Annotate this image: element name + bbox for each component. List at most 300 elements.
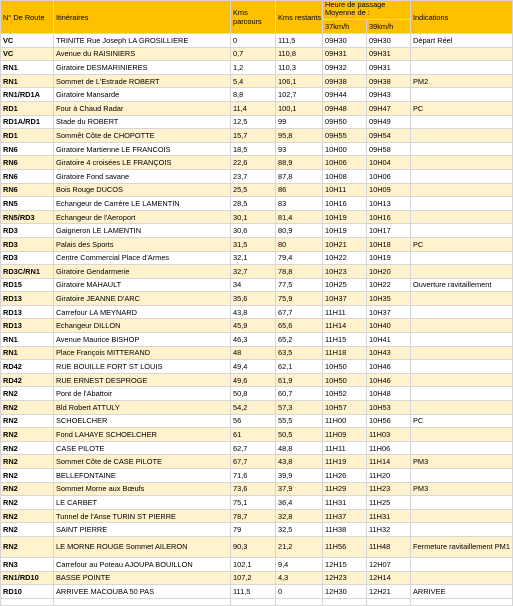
table-row (1, 129, 513, 143)
indication (411, 183, 513, 197)
table-row (1, 292, 513, 306)
time-37kmh: 12H23 (323, 571, 367, 585)
table-row (1, 333, 513, 347)
route-code: RN2 (1, 414, 54, 428)
time-39kmh: 10H04 (367, 156, 411, 170)
route-code: RD3 (1, 251, 54, 265)
itineraire: Giratoire 4 croisées LE FRANÇOIS (54, 156, 231, 170)
kms-parcourus: 28,5 (231, 197, 276, 211)
indication (411, 571, 513, 585)
route-code: RD13 (1, 305, 54, 319)
route-code: RN2 (1, 428, 54, 442)
kms-restants: 111,5 (276, 34, 323, 48)
time-39kmh: 12H21 (367, 585, 411, 599)
time-39kmh: 10H41 (367, 333, 411, 347)
route-code: RD15 (1, 278, 54, 292)
time-39kmh: 10H46 (367, 360, 411, 374)
route-code: RD1 (1, 129, 54, 143)
itineraire: LE CARBET (54, 496, 231, 510)
indication (411, 129, 513, 143)
kms-restants: 86 (276, 183, 323, 197)
table-row (1, 115, 513, 129)
indication (411, 251, 513, 265)
time-37kmh: 10H00 (323, 142, 367, 156)
kms-parcourus: 79 (231, 523, 276, 537)
time-39kmh: 11H31 (367, 509, 411, 523)
empty-cell (367, 598, 411, 605)
time-37kmh: 12H15 (323, 557, 367, 571)
itineraire: Four à Chaud Radar (54, 101, 231, 115)
table-row (1, 142, 513, 156)
itineraire: Giratoire Mansarde (54, 88, 231, 102)
kms-parcourus: 111,5 (231, 585, 276, 599)
time-37kmh: 11H56 (323, 536, 367, 557)
kms-parcourus: 71,6 (231, 469, 276, 483)
kms-parcourus: 34 (231, 278, 276, 292)
indication: Départ Réel (411, 34, 513, 48)
itineraire: Giratoire DESMARINIERES (54, 61, 231, 75)
kms-restants: 93 (276, 142, 323, 156)
time-37kmh: 11H15 (323, 333, 367, 347)
table-row (1, 373, 513, 387)
empty-cell (411, 598, 513, 605)
header-speed-39: 39km/h (367, 20, 411, 34)
kms-parcourus: 30,1 (231, 210, 276, 224)
table-row (1, 585, 513, 599)
kms-restants: 80,9 (276, 224, 323, 238)
indication (411, 509, 513, 523)
table-row (1, 401, 513, 415)
itineraire: Giratoire MAHAULT (54, 278, 231, 292)
indication (411, 197, 513, 211)
table-row (1, 536, 513, 557)
indication (411, 469, 513, 483)
kms-restants: 95,8 (276, 129, 323, 143)
route-code: RN1 (1, 346, 54, 360)
time-39kmh: 11H06 (367, 441, 411, 455)
time-39kmh: 10H16 (367, 210, 411, 224)
kms-parcourus: 25,5 (231, 183, 276, 197)
itineraire: Place François MITTERAND (54, 346, 231, 360)
kms-restants: 43,8 (276, 455, 323, 469)
route-code: RN2 (1, 441, 54, 455)
time-39kmh: 11H25 (367, 496, 411, 510)
kms-restants: 48,8 (276, 441, 323, 455)
header-kms-restants: Kms restants (276, 1, 323, 34)
kms-parcourus: 18,5 (231, 142, 276, 156)
route-code: RN2 (1, 455, 54, 469)
time-39kmh: 10H35 (367, 292, 411, 306)
time-37kmh: 10H16 (323, 197, 367, 211)
time-39kmh: 10H13 (367, 197, 411, 211)
route-code: RN1/RD10 (1, 571, 54, 585)
time-39kmh: 10H17 (367, 224, 411, 238)
kms-restants: 88,9 (276, 156, 323, 170)
kms-parcourus: 50,8 (231, 387, 276, 401)
time-37kmh: 09H38 (323, 74, 367, 88)
route-code: RN2 (1, 509, 54, 523)
indication (411, 156, 513, 170)
table-row (1, 469, 513, 483)
itineraire: Echangeur de Carrère LE LAMENTIN (54, 197, 231, 211)
kms-restants: 110,8 (276, 47, 323, 61)
table-row (1, 319, 513, 333)
route-code: RN5 (1, 197, 54, 211)
empty-cell (231, 598, 276, 605)
kms-parcourus: 32,1 (231, 251, 276, 265)
time-37kmh: 11H11 (323, 441, 367, 455)
table-row (1, 47, 513, 61)
indication (411, 441, 513, 455)
kms-parcourus: 31,5 (231, 237, 276, 251)
route-code: RN2 (1, 523, 54, 537)
table-row (1, 305, 513, 319)
time-39kmh: 10H22 (367, 278, 411, 292)
time-37kmh: 10H50 (323, 373, 367, 387)
route-code: RD42 (1, 360, 54, 374)
itineraire: Echangeur de l'Aeroport (54, 210, 231, 224)
table-row (1, 509, 513, 523)
table-row (1, 346, 513, 360)
kms-parcourus: 30,6 (231, 224, 276, 238)
kms-parcourus: 32,7 (231, 265, 276, 279)
kms-restants: 63,5 (276, 346, 323, 360)
time-39kmh: 10H06 (367, 169, 411, 183)
kms-restants: 21,2 (276, 536, 323, 557)
time-37kmh: 10H23 (323, 265, 367, 279)
indication (411, 305, 513, 319)
table-row (1, 278, 513, 292)
time-39kmh: 11H32 (367, 523, 411, 537)
empty-cell (1, 598, 54, 605)
kms-restants: 9,4 (276, 557, 323, 571)
kms-parcourus: 54,2 (231, 401, 276, 415)
itineraire: Sommet de L'Estrade ROBERT (54, 74, 231, 88)
kms-restants: 36,4 (276, 496, 323, 510)
kms-restants: 37,9 (276, 482, 323, 496)
table-row (1, 237, 513, 251)
time-37kmh: 11H19 (323, 455, 367, 469)
kms-parcourus: 5,4 (231, 74, 276, 88)
table-row (1, 251, 513, 265)
time-37kmh: 11H38 (323, 523, 367, 537)
time-39kmh: 10H43 (367, 346, 411, 360)
route-code: RN3 (1, 557, 54, 571)
kms-parcourus: 73,6 (231, 482, 276, 496)
kms-restants: 55,5 (276, 414, 323, 428)
time-39kmh: 11H03 (367, 428, 411, 442)
indication (411, 428, 513, 442)
indication: Ouverture ravitaillement (411, 278, 513, 292)
time-39kmh: 11H48 (367, 536, 411, 557)
route-code: RD3 (1, 237, 54, 251)
route-code: RN5/RD3 (1, 210, 54, 224)
indication (411, 360, 513, 374)
kms-parcourus: 23,7 (231, 169, 276, 183)
route-code: RD13 (1, 292, 54, 306)
time-37kmh: 10H19 (323, 210, 367, 224)
time-37kmh: 10H21 (323, 237, 367, 251)
time-37kmh: 10H06 (323, 156, 367, 170)
route-code: RD3C/RN1 (1, 265, 54, 279)
indication: PC (411, 237, 513, 251)
kms-restants: 4,3 (276, 571, 323, 585)
kms-restants: 0 (276, 585, 323, 599)
route-code: RN2 (1, 482, 54, 496)
kms-parcourus: 46,3 (231, 333, 276, 347)
indication (411, 142, 513, 156)
kms-parcourus: 61 (231, 428, 276, 442)
route-code: RD1 (1, 101, 54, 115)
time-39kmh: 09H47 (367, 101, 411, 115)
table-row (1, 156, 513, 170)
kms-restants: 83 (276, 197, 323, 211)
table-row (1, 523, 513, 537)
time-39kmh: 10H46 (367, 373, 411, 387)
route-code: VC (1, 34, 54, 48)
time-39kmh: 12H14 (367, 571, 411, 585)
time-39kmh: 10H20 (367, 265, 411, 279)
itineraire: Giratoire Martienne LE FRANCOIS (54, 142, 231, 156)
kms-restants: 50,5 (276, 428, 323, 442)
route-code: RN6 (1, 156, 54, 170)
header-indications: Indications (411, 1, 513, 34)
kms-parcourus: 0 (231, 34, 276, 48)
kms-restants: 110,3 (276, 61, 323, 75)
time-39kmh: 11H20 (367, 469, 411, 483)
kms-parcourus: 15,7 (231, 129, 276, 143)
indication (411, 401, 513, 415)
table-row (1, 496, 513, 510)
time-37kmh: 09H55 (323, 129, 367, 143)
indication (411, 88, 513, 102)
table-row (1, 197, 513, 211)
table-row (1, 571, 513, 585)
itineraire: RUE ERNEST DESPROGE (54, 373, 231, 387)
route-code: RN2 (1, 496, 54, 510)
itineraire: Pont de l'Abattoir (54, 387, 231, 401)
time-39kmh: 09H31 (367, 47, 411, 61)
route-code: RN1 (1, 333, 54, 347)
kms-restants: 77,5 (276, 278, 323, 292)
indication (411, 224, 513, 238)
table-row (1, 183, 513, 197)
kms-restants: 57,3 (276, 401, 323, 415)
indication (411, 292, 513, 306)
kms-parcourus: 8,8 (231, 88, 276, 102)
route-code: RN6 (1, 142, 54, 156)
indication (411, 333, 513, 347)
time-39kmh: 10H37 (367, 305, 411, 319)
time-37kmh: 10H22 (323, 251, 367, 265)
table-row (1, 224, 513, 238)
indication: PC (411, 101, 513, 115)
kms-parcourus: 22,6 (231, 156, 276, 170)
kms-parcourus: 56 (231, 414, 276, 428)
route-code: RD13 (1, 319, 54, 333)
table-row (1, 74, 513, 88)
kms-restants: 61,9 (276, 373, 323, 387)
itineraire: Palais des Sports (54, 237, 231, 251)
time-37kmh: 09H50 (323, 115, 367, 129)
time-37kmh: 09H32 (323, 61, 367, 75)
time-37kmh: 09H30 (323, 34, 367, 48)
time-37kmh: 11H11 (323, 305, 367, 319)
time-37kmh: 10H57 (323, 401, 367, 415)
indication (411, 61, 513, 75)
time-39kmh: 10H09 (367, 183, 411, 197)
kms-restants: 79,4 (276, 251, 323, 265)
route-code: RN1 (1, 61, 54, 75)
route-code: RD1A/RD1 (1, 115, 54, 129)
kms-restants: 100,1 (276, 101, 323, 115)
itineraire: LE MORNE ROUGE Sommet AILERON (54, 536, 231, 557)
itineraire: Giratoire Fond savane (54, 169, 231, 183)
kms-parcourus: 1,2 (231, 61, 276, 75)
time-37kmh: 11H37 (323, 509, 367, 523)
itineraire: Sommet Côte de CASE PILOTE (54, 455, 231, 469)
itineraire: RUE BOUILLE FORT ST LOUIS (54, 360, 231, 374)
route-code: RN2 (1, 401, 54, 415)
table-row (1, 61, 513, 75)
itineraire: BELLEFONTAINE (54, 469, 231, 483)
time-37kmh: 10H25 (323, 278, 367, 292)
kms-restants: 80 (276, 237, 323, 251)
table-row (1, 265, 513, 279)
indication (411, 210, 513, 224)
kms-parcourus: 11,4 (231, 101, 276, 115)
header-heure-passage: Heure de passage Moyenne de : (323, 1, 411, 20)
itineraire: SAINT PIERRE (54, 523, 231, 537)
indication (411, 169, 513, 183)
header-speed-37: 37km/h (323, 20, 367, 34)
time-39kmh: 09H38 (367, 74, 411, 88)
time-37kmh: 10H19 (323, 224, 367, 238)
table-row (1, 34, 513, 48)
empty-cell (276, 598, 323, 605)
time-37kmh: 10H08 (323, 169, 367, 183)
itineraire: Bld Robert ATTULY (54, 401, 231, 415)
itineraire: Echangeur DILLON (54, 319, 231, 333)
time-39kmh: 10H18 (367, 237, 411, 251)
itineraire: Carrefour au Poteau AJOUPA BOUILLON (54, 557, 231, 571)
table-row (1, 360, 513, 374)
time-37kmh: 11H09 (323, 428, 367, 442)
kms-parcourus: 62,7 (231, 441, 276, 455)
time-37kmh: 09H44 (323, 88, 367, 102)
time-39kmh: 10H48 (367, 387, 411, 401)
itineraire: CASE PILOTE (54, 441, 231, 455)
route-code: RN1/RD1A (1, 88, 54, 102)
kms-restants: 106,1 (276, 74, 323, 88)
table-row (1, 210, 513, 224)
kms-restants: 65,6 (276, 319, 323, 333)
indication (411, 557, 513, 571)
route-code: RN2 (1, 536, 54, 557)
header-itineraires: Itinéraires (54, 1, 231, 34)
itineraire: Avenue Maurice BISHOP (54, 333, 231, 347)
indication (411, 373, 513, 387)
route-code: RD3 (1, 224, 54, 238)
kms-restants: 81,4 (276, 210, 323, 224)
time-39kmh: 09H49 (367, 115, 411, 129)
time-39kmh: 09H43 (367, 88, 411, 102)
route-code: RN1 (1, 74, 54, 88)
itineraire: BASSE POINTE (54, 571, 231, 585)
empty-cell (323, 598, 367, 605)
time-39kmh: 11H23 (367, 482, 411, 496)
itineraire: Carrefour LA MEYNARD (54, 305, 231, 319)
route-code: RN6 (1, 169, 54, 183)
kms-restants: 78,8 (276, 265, 323, 279)
kms-restants: 67,7 (276, 305, 323, 319)
itineraire: Avenue du RAISINIERS (54, 47, 231, 61)
time-39kmh: 09H31 (367, 61, 411, 75)
route-code: RN6 (1, 183, 54, 197)
kms-parcourus: 45,9 (231, 319, 276, 333)
itineraire: Tunnel de l'Anse TURIN ST PIERRE (54, 509, 231, 523)
indication: Fermeture ravitaillement PM1 (411, 536, 513, 557)
route-code: RN2 (1, 469, 54, 483)
itineraire: ARRIVEE MACOUBA 50 PAS (54, 585, 231, 599)
time-37kmh: 11H00 (323, 414, 367, 428)
kms-restants: 62,1 (276, 360, 323, 374)
route-code: RN2 (1, 387, 54, 401)
table-row (1, 455, 513, 469)
time-37kmh: 11H26 (323, 469, 367, 483)
table-footer-row (1, 598, 513, 605)
itineraire: Bois Rouge DUCOS (54, 183, 231, 197)
time-37kmh: 11H18 (323, 346, 367, 360)
indication (411, 265, 513, 279)
itineraire: Stade du ROBERT (54, 115, 231, 129)
table-row (1, 441, 513, 455)
kms-parcourus: 43,8 (231, 305, 276, 319)
time-37kmh: 09H31 (323, 47, 367, 61)
time-37kmh: 11H14 (323, 319, 367, 333)
kms-restants: 32,8 (276, 509, 323, 523)
kms-restants: 87,8 (276, 169, 323, 183)
time-39kmh: 10H56 (367, 414, 411, 428)
indication (411, 115, 513, 129)
kms-parcourus: 102,1 (231, 557, 276, 571)
table-row (1, 169, 513, 183)
table-body (1, 34, 513, 599)
route-code: RD42 (1, 373, 54, 387)
table-row (1, 387, 513, 401)
itineraire: SCHOELCHER (54, 414, 231, 428)
time-37kmh: 11H31 (323, 496, 367, 510)
kms-restants: 65,2 (276, 333, 323, 347)
time-39kmh: 10H53 (367, 401, 411, 415)
kms-restants: 39,9 (276, 469, 323, 483)
indication: PM3 (411, 482, 513, 496)
header-kms-parcourus: Kms parcours (231, 1, 276, 34)
time-37kmh: 10H50 (323, 360, 367, 374)
table-header (1, 1, 513, 34)
kms-parcourus: 107,2 (231, 571, 276, 585)
indication: ARRIVEE (411, 585, 513, 599)
itineraire: Fond LAHAYE SCHOELCHER (54, 428, 231, 442)
kms-restants: 75,9 (276, 292, 323, 306)
itineraire: Centre Commercial Place d'Armes (54, 251, 231, 265)
itineraire: Giratoire JEANNE D'ARC (54, 292, 231, 306)
itineraire: TRINITE Rue Joseph LA GROSILLIERE (54, 34, 231, 48)
indication (411, 319, 513, 333)
time-39kmh: 10H19 (367, 251, 411, 265)
time-39kmh: 09H30 (367, 34, 411, 48)
time-39kmh: 09H54 (367, 129, 411, 143)
